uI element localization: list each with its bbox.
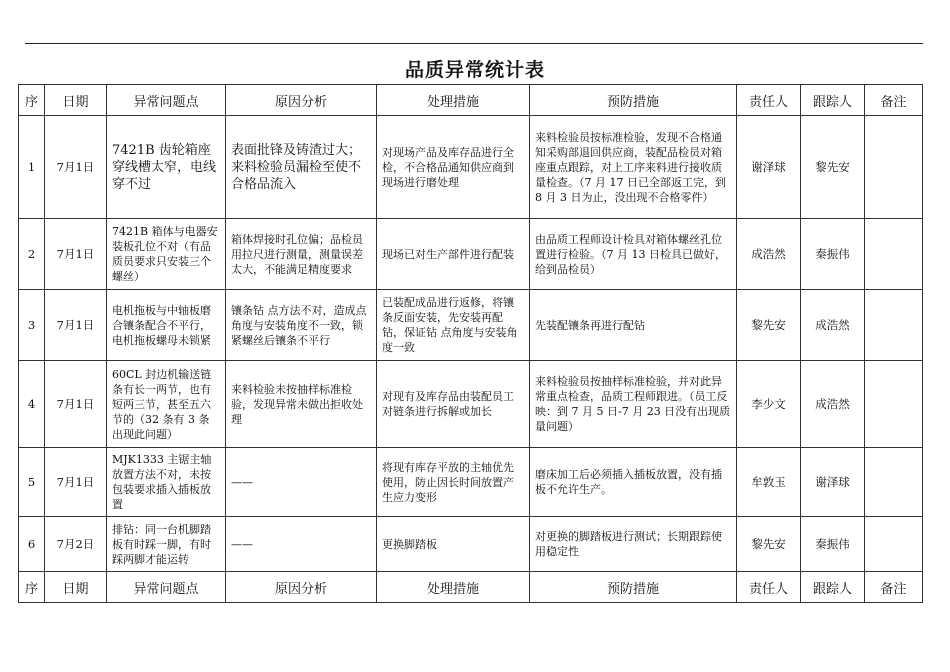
cell-prevention: 来料检验员按标准检验，发现不合格通知采购部退回供应商，装配品检员对箱座重点跟踪，对上工序来料进行接收质量检查。（7 月 17 日已全部返工完，到 8 月 3 日为止，没出现不合格零件） [530, 116, 737, 219]
footer-header-row [19, 572, 923, 603]
cell-tracker: 黎先安 [801, 116, 865, 219]
cell-owner: 成浩然 [737, 219, 801, 290]
col-header: 异常问题点 [107, 572, 226, 603]
cell-note [865, 361, 923, 448]
quality-table [18, 84, 923, 603]
cell-issue: 7421B 箱体与电器安装板孔位不对（有品质员要求只安装三个螺丝） [107, 219, 226, 290]
cell-owner: 黎先安 [737, 290, 801, 361]
cell-issue: 60CL 封边机输送链条有长一两节，也有短两三节，甚至五六节的（32 条有 3 条出现此问题） [107, 361, 226, 448]
cell-owner: 谢泽球 [737, 116, 801, 219]
cell-no: 1 [19, 116, 45, 219]
col-header: 备注 [865, 85, 923, 116]
cell-cause: —— [226, 448, 377, 517]
cell-note [865, 290, 923, 361]
col-header: 处理措施 [377, 85, 530, 116]
col-header: 原因分析 [226, 572, 377, 603]
table-row [19, 219, 923, 290]
cell-issue: 电机拖板与中轴板磨合镶条配合不平行，电机拖板螺母未锁紧 [107, 290, 226, 361]
cell-cause: 箱体焊接时孔位偏；品检员用拉尺进行测量，测量误差太大，不能满足精度要求 [226, 219, 377, 290]
page-title: 品质异常统计表 [404, 59, 545, 81]
cell-prevention: 由品质工程师设计检具对箱体螺丝孔位置进行检验。（7 月 13 日检具已做好，给到品检员） [530, 219, 737, 290]
cell-note [865, 219, 923, 290]
cell-handling: 对现有及库存品由装配员工对链条进行拆解或加长 [377, 361, 530, 448]
cell-no: 4 [19, 361, 45, 448]
cell-no: 3 [19, 290, 45, 361]
cell-cause: 镶条钻 点方法不对，造成点角度与安装角度不一致，锁紧螺丝后镶条不平行 [226, 290, 377, 361]
col-header: 责任人 [737, 85, 801, 116]
cell-tracker: 成浩然 [801, 361, 865, 448]
cell-date: 7月1日 [45, 290, 107, 361]
cell-prevention: 磨床加工后必须插入插板放置，没有插板不允许生产。 [530, 448, 737, 517]
cell-owner: 李少文 [737, 361, 801, 448]
col-header: 责任人 [737, 572, 801, 603]
col-header: 备注 [865, 572, 923, 603]
cell-date: 7月1日 [45, 116, 107, 219]
col-header: 异常问题点 [107, 85, 226, 116]
cell-tracker: 谢泽球 [801, 448, 865, 517]
cell-handling: 对现场产品及库存品进行全检，不合格品通知供应商到现场进行磨处理 [377, 116, 530, 219]
cell-owner: 黎先安 [737, 517, 801, 572]
col-header: 日期 [45, 85, 107, 116]
cell-no: 6 [19, 517, 45, 572]
cell-handling: 将现有库存平放的主轴优先使用，防止因长时间放置产生应力变形 [377, 448, 530, 517]
table-row [19, 517, 923, 572]
cell-no: 2 [19, 219, 45, 290]
cell-cause: —— [226, 517, 377, 572]
cell-issue: 排钻：同一台机脚踏板有时踩一脚，有时踩两脚才能运转 [107, 517, 226, 572]
cell-prevention: 先装配镶条再进行配钻 [530, 290, 737, 361]
cell-date: 7月1日 [45, 219, 107, 290]
cell-issue: 7421B 齿轮箱座穿线槽太窄，电线穿不过 [107, 116, 226, 219]
cell-handling: 已装配成品进行返修，将镶条反面安装，先安装再配钻，保证钻 点角度与安装角度一致 [377, 290, 530, 361]
cell-handling: 更换脚踏板 [377, 517, 530, 572]
table-row [19, 116, 923, 219]
table-row [19, 290, 923, 361]
table-row [19, 361, 923, 448]
cell-issue: MJK1333 主锯主轴放置方法不对，未按包装要求插入插板放置 [107, 448, 226, 517]
cell-no: 5 [19, 448, 45, 517]
table-row [19, 448, 923, 517]
col-header: 预防措施 [530, 572, 737, 603]
cell-date: 7月1日 [45, 448, 107, 517]
header-row [19, 85, 923, 116]
col-header: 序 [19, 572, 45, 603]
col-header: 跟踪人 [801, 85, 865, 116]
cell-owner: 牟敦玉 [737, 448, 801, 517]
col-header: 原因分析 [226, 85, 377, 116]
col-header: 预防措施 [530, 85, 737, 116]
cell-note [865, 517, 923, 572]
cell-tracker: 秦振伟 [801, 517, 865, 572]
col-header: 序 [19, 85, 45, 116]
cell-prevention: 来料检验员按抽样标准检验，并对此异常重点检查，品质工程师跟进。（员工反映：到 7 月 5 日-7 月 23 日没有出现质量问题） [530, 361, 737, 448]
cell-note [865, 116, 923, 219]
cell-note [865, 448, 923, 517]
cell-handling: 现场已对生产部件进行配装 [377, 219, 530, 290]
cell-tracker: 成浩然 [801, 290, 865, 361]
cell-date: 7月2日 [45, 517, 107, 572]
cell-prevention: 对更换的脚踏板进行测试；长期跟踪使用稳定性 [530, 517, 737, 572]
top-rule [25, 43, 923, 44]
col-header: 日期 [45, 572, 107, 603]
cell-tracker: 秦振伟 [801, 219, 865, 290]
cell-cause: 来料检验未按抽样标准检验，发现异常未做出拒收处理 [226, 361, 377, 448]
col-header: 处理措施 [377, 572, 530, 603]
col-header: 跟踪人 [801, 572, 865, 603]
cell-date: 7月1日 [45, 361, 107, 448]
cell-cause: 表面批锋及铸渣过大；来料检验员漏检至使不合格品流入 [226, 116, 377, 219]
